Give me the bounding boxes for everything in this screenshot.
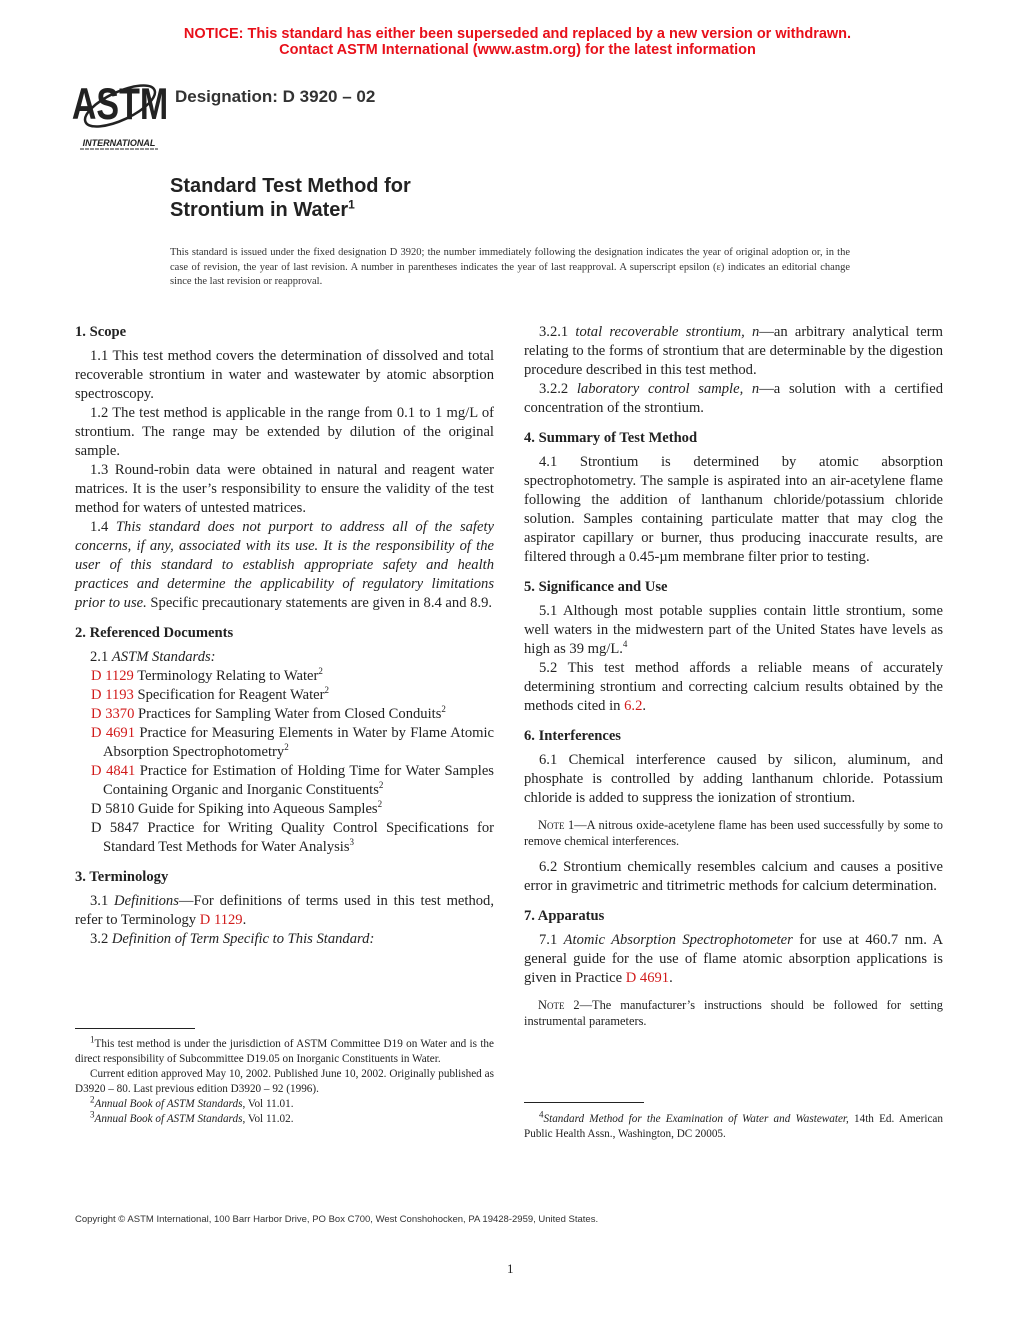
document-link[interactable]: D 4841 (91, 763, 136, 779)
text-run: —an arbitrary analytical term relating to the forms of strontium that are determinable by the digestion procedure described in this test method. (524, 324, 943, 378)
text-run: 7. Apparatus (524, 908, 605, 924)
paragraph (524, 602, 943, 659)
paragraph (75, 648, 494, 667)
section-heading (75, 624, 494, 643)
italic-text: total recoverable strontium, n (575, 324, 760, 340)
note-label: Note (538, 818, 565, 832)
note-label: Note (538, 998, 565, 1012)
paragraph (524, 659, 943, 716)
section-heading (524, 727, 943, 746)
text-run: . (242, 912, 247, 928)
left-column (75, 323, 494, 949)
text-run: . (642, 698, 647, 714)
reference-item (75, 762, 494, 800)
footnote-ref: 4 (622, 639, 628, 650)
paragraph (524, 858, 943, 896)
footnote (75, 1094, 494, 1112)
paragraph (524, 453, 943, 567)
text-run: 3. Terminology (75, 869, 169, 885)
document-link[interactable]: D 1129 (199, 912, 243, 928)
text-run: Specific precautionary statements are given in 8.4 and 8.9. (146, 595, 493, 611)
text-run: 6.1 Chemical interference caused by silicon, aluminum, and phosphate is controlled by adding lanthanum chloride. Potassium chloride is added to suppress the ionization of strontium. (524, 752, 943, 806)
footnote (75, 1034, 494, 1067)
footnote-ref: 3 (349, 837, 355, 848)
supersede-notice (0, 26, 1020, 58)
paragraph (75, 461, 494, 518)
svg-text:ASTM: ASTM (71, 79, 169, 129)
note (524, 997, 943, 1029)
footnote-ref: 2 (378, 780, 384, 791)
section-heading (524, 578, 943, 597)
notice-line-1: NOTICE: This standard has either been superseded and replaced by a new version or withdrawn. (183, 26, 852, 42)
footnote-ref: 4 (539, 1109, 544, 1120)
document-link[interactable]: 6.2 (624, 698, 643, 714)
paragraph (75, 930, 494, 949)
footnote (524, 1109, 943, 1142)
italic-text: ASTM Standards: (111, 649, 216, 665)
text-run: D 5847 Practice for Writing Quality Control Specifications for Standard Test Methods for Water Analysis (91, 820, 494, 855)
reference-item (75, 800, 494, 819)
title-line-1: Standard Test Method for (170, 175, 411, 197)
reference-item (75, 819, 494, 857)
text-run: for use at 460.7 nm. A general guide for the use of flame atomic absorption applications is given in Practice (524, 932, 943, 986)
text-run: 14th Ed. American Public Health Assn., Washington, DC 20005. (524, 1113, 943, 1140)
text-run: Specification for Reagent Water (133, 687, 325, 703)
italic-text: Definitions (114, 893, 179, 909)
footnote-ref: 2 (324, 685, 329, 696)
text-run: 1. Scope (75, 324, 127, 340)
text-run: , Vol 11.01. (242, 1098, 294, 1110)
notice-line-2: Contact ASTM International (www.astm.org) for the latest information (279, 42, 756, 58)
document-title (170, 174, 411, 222)
footnote-ref: 2 (90, 1094, 95, 1105)
italic-text: This standard does not purport to address all of the safety concerns, if any, associated with its use. It is the responsibility of the user of this standard to establish appropriate safety and health practices and determine the applicability of regulatory limitations prior to use. (75, 519, 494, 611)
text-run: , Vol 11.02. (242, 1113, 294, 1125)
text-run: 5.1 Although most potable supplies contain little strontium, some well waters in the midwestern part of the United States have levels as high as 39 mg/L. (524, 603, 943, 657)
page-number: 1 (507, 1261, 514, 1276)
text-run: 1.3 Round-robin data were obtained in natural and reagent water matrices. It is the user’s responsibility to ensure the validity of the test method for waters of untested matrices. (75, 462, 494, 516)
document-link[interactable]: D 1129 (91, 668, 134, 684)
text-run: 1—A nitrous oxide-acetylene flame has been used successfully by some to remove chemical interferences. (524, 818, 943, 848)
reference-item (75, 724, 494, 762)
footnote (75, 1067, 494, 1097)
text-run: 2.1 (90, 649, 112, 665)
italic-text: Standard Method for the Examination of Water and Wastewater, (543, 1113, 849, 1125)
text-run: 2—The manufacturer’s instructions should be followed for setting instrumental parameters. (524, 998, 943, 1028)
text-run: This test method is under the jurisdiction of ASTM Committee D19 on Water and is the direct responsibility of Subcommittee D19.05 on Inorganic Constituents in Water. (75, 1038, 494, 1065)
document-link[interactable]: D 4691 (91, 725, 136, 741)
text-run: 3.2.2 (539, 381, 577, 397)
document-link[interactable]: D 1193 (91, 687, 134, 703)
section-heading (524, 429, 943, 448)
issued-note: This standard is issued under the fixed designation D 3920; the number immediately following the designation indicates the year of original adoption or, in the case of revision, the year of last revision. A number in parentheses indicates the year of last reapproval. A superscript epsilon (ε) indicates an editorial change since the last revision or reapproval. (170, 247, 850, 288)
title-footnote-ref: 1 (348, 197, 355, 212)
section-heading (524, 907, 943, 926)
text-run: Practice for Estimation of Holding Time for Water Samples Containing Organic and Inorganic Constituents (103, 763, 494, 798)
paragraph (524, 323, 943, 380)
italic-text: Annual Book of ASTM Standards (94, 1098, 243, 1110)
text-run: 5. Significance and Use (524, 579, 668, 595)
text-run: 1.2 The test method is applicable in the range from 0.1 to 1 mg/L of strontium. The range may be extended by dilution of the original sample. (75, 405, 494, 459)
text-run: —For definitions of terms used in this test method, refer to Terminology (75, 893, 495, 928)
text-run: 6. Interferences (524, 728, 621, 744)
footnote-ref: 1 (90, 1034, 95, 1045)
footnote-ref: 2 (377, 799, 383, 810)
document-link[interactable]: D 3370 (91, 706, 135, 722)
reference-item (75, 705, 494, 724)
paragraph (524, 751, 943, 808)
document-link[interactable]: D 4691 (625, 970, 670, 986)
section-heading (75, 323, 494, 342)
text-run: 2. Referenced Documents (75, 625, 234, 641)
text-run: . (669, 970, 673, 986)
footnote (75, 1109, 494, 1127)
paragraph (75, 404, 494, 461)
paragraph (75, 892, 494, 930)
copyright: Copyright © ASTM International, 100 Barr Harbor Drive, PO Box C700, West Conshohocken, PA 19428-2959, United States. (75, 1214, 599, 1225)
italic-text: Annual Book of ASTM Standards (94, 1113, 243, 1125)
footnotes-left (75, 1034, 494, 1127)
text-run: Current edition approved May 10, 2002. Published June 10, 2002. Originally published as D3920 – 80. Last previous edition D3920 – 92 (1996). (75, 1068, 494, 1095)
text-run: 3.2.1 (539, 324, 576, 340)
footnote-ref: 2 (318, 666, 323, 677)
text-run: 6.2 Strontium chemically resembles calcium and causes a positive error in gravimetric and titrimetric methods for calcium determination. (524, 859, 943, 894)
text-run: 3.2 (90, 931, 112, 947)
astm-logo (71, 72, 169, 150)
note (524, 817, 943, 849)
footnote-ref: 2 (284, 742, 289, 753)
section-heading (75, 868, 494, 887)
reference-item (75, 686, 494, 705)
designation: Designation: D 3920 – 02 (175, 87, 376, 106)
italic-text: Atomic Absorption Spectrophotometer (563, 932, 793, 948)
footnote-ref: 3 (90, 1109, 95, 1120)
right-column (524, 323, 943, 1038)
text-run: Terminology Relating to Water (133, 668, 319, 684)
text-run: 5.2 This test method affords a reliable means of accurately determining strontium and correcting calcium results obtained by the methods cited in (524, 660, 943, 714)
footnote-divider-left (75, 1028, 195, 1029)
reference-item (75, 667, 494, 686)
text-run: 7.1 (539, 932, 564, 948)
text-run: 1.4 (90, 519, 116, 535)
italic-text: Definition of Term Specific to This Standard: (111, 931, 375, 947)
svg-text:INTERNATIONAL: INTERNATIONAL (82, 138, 156, 148)
paragraph (524, 380, 943, 418)
title-line-2: Strontium in Water (170, 199, 349, 221)
text-run: Practices for Sampling Water from Closed Conduits (134, 706, 442, 722)
paragraph (75, 347, 494, 404)
paragraph (75, 518, 494, 613)
footnotes-right (524, 1109, 943, 1142)
footnote-ref: 2 (441, 704, 446, 715)
text-run: 4.1 Strontium is determined by atomic absorption spectrophotometry. The sample is aspirated into an air-acetylene flame following the addition of lanthanum chloride/potassium chloride solution. Samples containing particulate matter that may clog the aspirator capillary or burner, thus producing inaccurate results, are filtered through a 0.45-µm membrane filter prior to testing. (524, 454, 943, 565)
text-run: Practice for Measuring Elements in Water by Flame Atomic Absorption Spectrophotometry (103, 725, 494, 760)
text-run: D 5810 Guide for Spiking into Aqueous Samples (91, 801, 378, 817)
text-run: —a solution with a certified concentration of the strontium. (524, 381, 944, 416)
paragraph (524, 931, 943, 988)
italic-text: laboratory control sample, n (576, 381, 760, 397)
text-run: 1.1 This test method covers the determination of dissolved and total recoverable strontium in water and wastewater by atomic absorption spectroscopy. (75, 348, 494, 402)
text-run: 4. Summary of Test Method (524, 430, 698, 446)
text-run: 3.1 (90, 893, 115, 909)
footnote-divider-right (524, 1102, 644, 1103)
